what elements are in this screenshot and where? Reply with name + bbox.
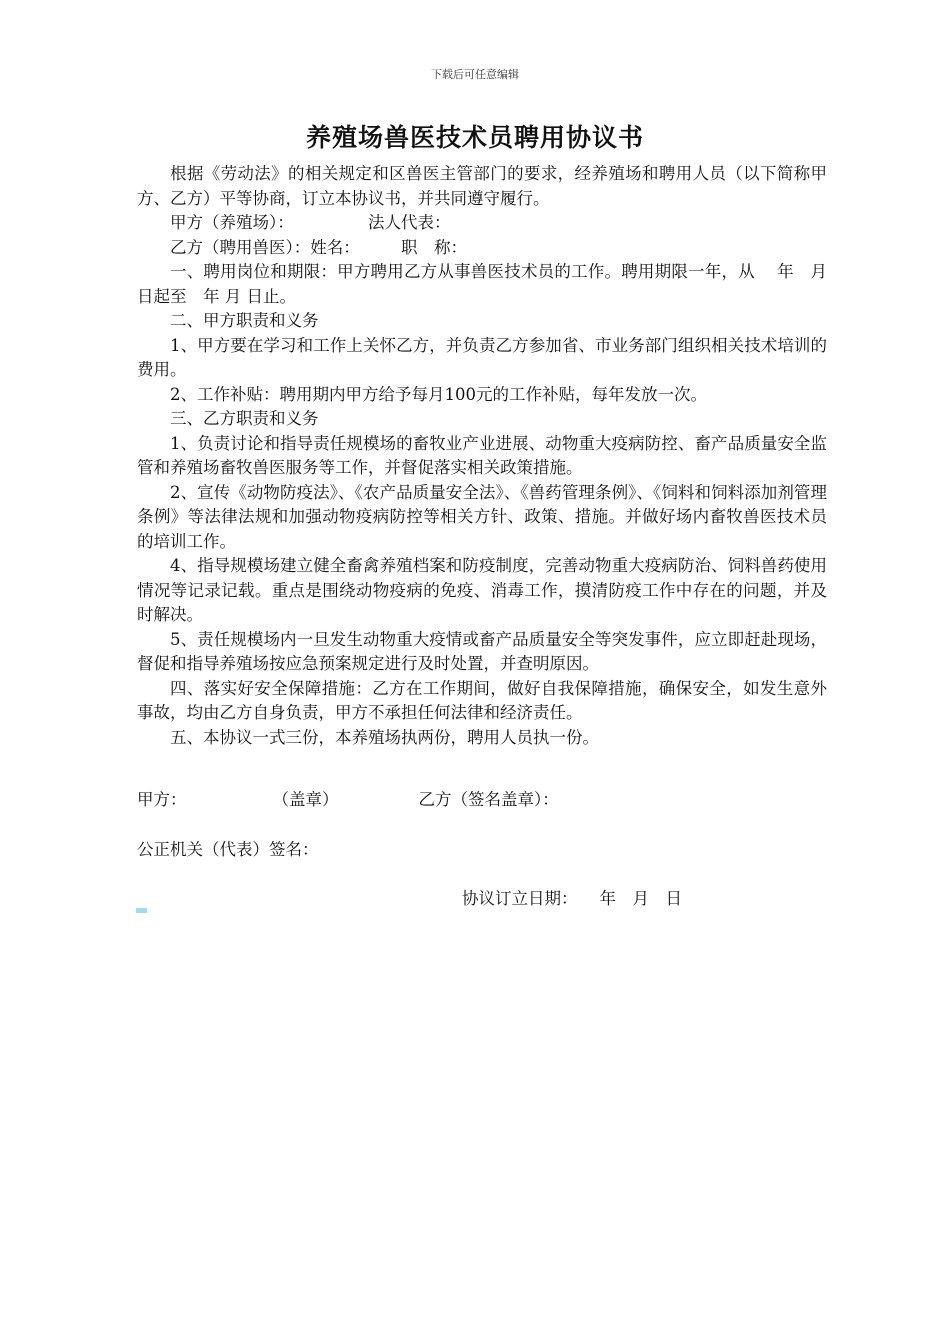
notary-label: 公正机关（代表）签名： xyxy=(137,840,319,859)
paragraph-term: 一、聘用岗位和期限：甲方聘用乙方从事兽医技术员的工作。聘用期限一年，从 年 月 日起至 年 月 日止。 xyxy=(137,262,844,306)
header-note: 下载后可任意编辑 xyxy=(431,68,519,81)
paragraph-party-a-duty-1: 1、甲方要在学习和工作上关怀乙方，并负责乙方参加省、市业务部门组织相关技术培训的费用。 xyxy=(137,335,827,379)
date-label: 协议订立日期： xyxy=(462,889,578,908)
paragraph-party-b-duty-5: 5、责任规模场内一旦发生动物重大疫情或畜产品质量安全等突发事件，应立即赶赴现场，督促和指导养殖场按应急预案规定进行及时处置，并查明原因。 xyxy=(137,629,827,673)
date-line xyxy=(462,885,682,909)
paragraph-party-a: 甲方（养殖场）： 法人代表： xyxy=(170,213,451,232)
paragraph-party-b: 乙方（聘用兽医）：姓名： 职 称： xyxy=(170,237,467,257)
document-title: 养殖场兽医技术员聘用协议书 xyxy=(305,123,644,152)
heading-party-a-duties: 二、甲方职责和义务 xyxy=(170,311,319,330)
party-a-label: 甲方： xyxy=(137,790,187,809)
cursor-mark xyxy=(136,908,147,913)
paragraph-party-b-duty-1: 1、负责讨论和指导责任规模场的畜牧业产业进展、动物重大疫病防控、畜产品质量安全监管和养殖场畜牧兽医服务等工作，并督促落实相关政策措施。 xyxy=(137,433,827,477)
agreement-body xyxy=(137,162,844,750)
notary-line xyxy=(137,836,319,860)
paragraph-intro: 根据《劳动法》的相关规定和区兽医主管部门的要求，经养殖场和聘用人员（以下简称甲方、乙方）平等协商，订立本协议书，并共同遵守履行。 xyxy=(137,164,827,208)
heading-party-b-duties: 三、乙方职责和义务 xyxy=(170,409,319,428)
date-placeholder: 年 月 日 xyxy=(599,889,682,908)
paragraph-copies: 五、本协议一式三份，本养殖场执两份，聘用人员执一份。 xyxy=(170,727,599,747)
paragraph-party-b-duty-2: 2、宣传《动物防疫法》、《农产品质量安全法》、《兽药管理条例》、《饲料和饲料添加剂管理条例》等法律法规和加强动物疫病防控等相关方针、政策、措施。并做好场内畜牧兽医技术员的培训工作。 xyxy=(137,482,827,551)
paragraph-safety: 四、落实好安全保障措施：乙方在工作期间，做好自我保障措施，确保安全，如发生意外事故，均由乙方自身负责，甲方不承担任何法律和经济责任。 xyxy=(137,678,827,722)
signature-line-parties xyxy=(137,786,559,810)
paragraph-party-b-duty-4: 4、指导规模场建立健全畜禽养殖档案和防疫制度，完善动物重大疫病防治、饲料兽药使用情况等记录记载。重点是围绕动物疫病的免疫、消毒工作，摸清防疫工作中存在的问题，并及时解决。 xyxy=(137,556,827,624)
party-b-label: 乙方（签名盖章）： xyxy=(418,790,559,809)
paragraph-party-a-duty-2: 2、工作补贴：聘用期内甲方给予每月100元的工作补贴，每年发放一次。 xyxy=(170,384,707,404)
seal-label: （盖章） xyxy=(272,790,339,809)
